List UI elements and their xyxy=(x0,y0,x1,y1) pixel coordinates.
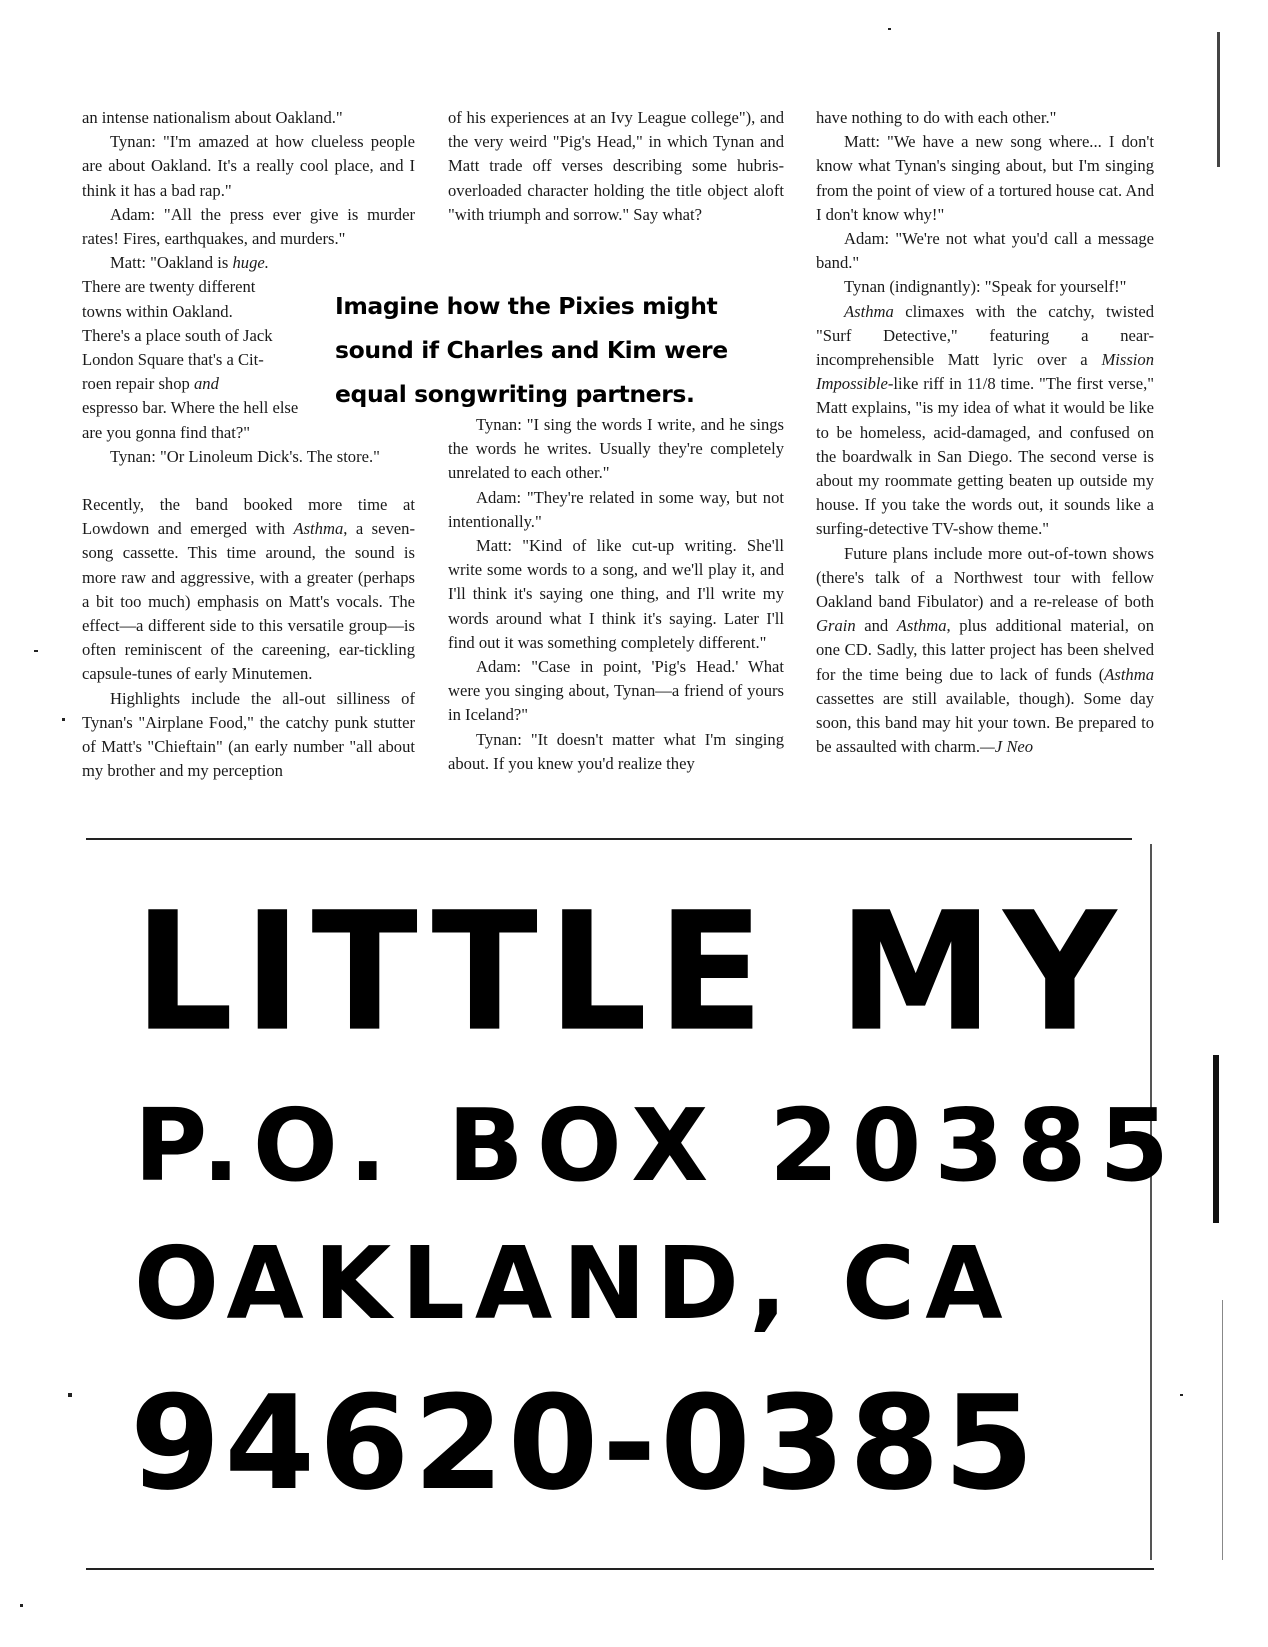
scan-edge-mark xyxy=(1217,32,1220,167)
paragraph: Tynan (indignantly): "Speak for yourself!" xyxy=(844,277,1127,297)
paragraph: Asthma climaxes with the catchy, twisted "Surf Detective," featuring a near-incomprehensible Matt lyric over a Mission Impossible-like riff in 11/8 time. "The first verse," Matt explains, "is my idea of what it would be like to be homeless, acid-damaged, and confused on the boardwalk in San Diego. The second verse is about my roommate getting beaten up outside my house. If you take the words out, it sounds like a surfing-detective TV-show theme." xyxy=(816,301,1154,539)
paragraph: Adam: "We're not what you'd call a message band." xyxy=(816,229,1154,273)
paragraph: espresso bar. Where the hell else are you gonna find that?" xyxy=(82,398,299,442)
ad-border-top xyxy=(86,838,1132,840)
ad-zip-code: 94620-0385 xyxy=(130,1367,1039,1519)
ad-city-state: OAKLAND, CA xyxy=(134,1225,1013,1342)
emphasis: huge. xyxy=(232,253,269,273)
paragraph: Tynan: "I sing the words I write, and he sings the words he writes. Usually they're completely unrelated to each other." xyxy=(448,415,784,483)
article-column-1 xyxy=(82,106,415,783)
paragraph: of his experiences at an Ivy League college"), and the very weird "Pig's Head," in which Tynan and Matt trade off verses describing some hubris-overloaded character holding the title object aloft "with triumph and sorrow." Say what? xyxy=(448,108,784,224)
article-column-3 xyxy=(816,106,1154,759)
ad-po-box: P.O. BOX 20385 xyxy=(134,1087,1183,1204)
article-column-2 xyxy=(448,106,784,776)
advertisement-box xyxy=(86,838,1183,1572)
ad-band-name: LITTLE MY xyxy=(134,876,1127,1068)
scan-speck xyxy=(1180,1394,1183,1396)
scan-edge-bar xyxy=(1213,1055,1219,1223)
pull-quote: Imagine how the Pixies might sound if Charles and Kim were equal songwriting partners. xyxy=(335,292,728,408)
wrapped-text-around-pull-quote: There are twenty different towns within Oakland. There's a place south of Jack London Square that's a Cit- roen repair shop and xyxy=(82,277,273,394)
ad-border-bottom xyxy=(86,1568,1154,1570)
paragraph: Adam: "Case in point, 'Pig's Head.' What were you singing about, Tynan—a friend of yours in Iceland?" xyxy=(448,657,784,725)
paragraph-wrap-start: Matt: "Oakland is huge. xyxy=(110,253,269,273)
paragraph: Recently, the band booked more time at Lowdown and emerged with Asthma, a seven-song cassette. This time around, the sound is more raw and aggressive, with a greater (perhaps a bit too much) emphasis on Matt's vocals. The effect—a different side to this versatile group—is often reminiscent of the careening, ear-tickling capsule-tunes of early Minutemen. xyxy=(82,495,415,684)
paragraph: Highlights include the all-out silliness of Tynan's "Airplane Food," the catchy punk stutter of Matt's "Chieftain" (an early number "all about my brother and my perception xyxy=(82,688,415,781)
paragraph: Adam: "All the press ever give is murder rates! Fires, earthquakes, and murders." xyxy=(82,204,415,249)
paragraph: have nothing to do with each other." xyxy=(816,108,1057,127)
paragraph: Tynan: "I'm amazed at how clueless people are about Oakland. It's a really cool place, and I think it has a bad rap." xyxy=(82,132,415,200)
paragraph: Future plans include more out-of-town shows (there's talk of a Northwest tour with fellow Oakland band Fibulator) and a re-release of both Grain and Asthma, plus additional material, on one CD. Sadly, this latter project has been shelved for the time being due to lack of funds (Asthma cassettes are still available, though). Some day soon, this band may hit your town. Be prepared to be assaulted with charm.—J Neo xyxy=(816,543,1154,757)
scan-speck xyxy=(888,28,891,30)
scan-speck xyxy=(20,1604,23,1607)
paragraph: Matt: "Kind of like cut-up writing. She'll write some words to a song, and we'll play it, and I'll think it's saying one thing, and I'll write my words around what I think it's saying. Later I'll find out it was something completely different." xyxy=(448,536,784,652)
paragraph: an intense nationalism about Oakland." xyxy=(82,108,343,127)
paragraph: Tynan: "It doesn't matter what I'm singing about. If you knew you'd realize they xyxy=(448,729,784,773)
scan-edge-thin xyxy=(1222,1300,1223,1560)
scan-speck xyxy=(68,1393,72,1397)
scan-speck xyxy=(62,718,65,721)
paragraph: Tynan: "Or Linoleum Dick's. The store." xyxy=(110,446,380,466)
paragraph: Adam: "They're related in some way, but not intentionally." xyxy=(448,487,784,531)
scan-speck xyxy=(34,650,38,652)
author-signature: —J Neo xyxy=(980,737,1034,757)
paragraph: Matt: "We have a new song where... I don't know what Tynan's singing about, but I'm singing from the point of view of a tortured house cat. And I don't know why!" xyxy=(816,132,1154,224)
